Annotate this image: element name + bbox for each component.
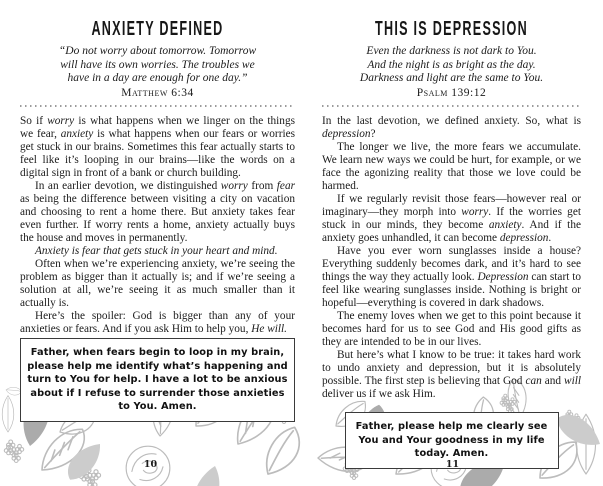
left-prayer-box xyxy=(20,338,295,422)
left-page xyxy=(0,0,301,486)
dotted-divider xyxy=(322,105,581,107)
right-verse-text: Even the darkness is not dark to You. And the night is as bright as the day. Darkness and light are the same to You. xyxy=(359,45,544,84)
left-verse-reference: Matthew 6:34 xyxy=(121,86,194,99)
left-page-number: 10 xyxy=(143,459,158,470)
right-verse-reference: Psalm 139:12 xyxy=(416,86,487,99)
left-prayer-text: Father, when fears begin to loop in my brain, please help me identify what’s happening and turn to You for help. I have a lot to be anxious about if I refuse to surrender those anxieties to You. Amen. xyxy=(27,347,288,412)
right-prayer-text: Father, please help me clearly see You and Your goodness in my life today. Amen. xyxy=(355,421,548,459)
right-page-title: THIS IS DEPRESSION xyxy=(375,18,528,40)
left-body-text: So if worry is what happens when we linger on the things we fear, anxiety is what happens when our fears or worries get stuck in our brains. Sometimes this fear actually starts to feel like it’s looping in our brains—like the words on a digital sign in front of a bank or church building. In an earlier devotion, we distinguished worry from fear as being the difference between visiting a city on vacation and choosing to rent a home there. But anxiety takes fear even further. If worry rents a home, anxiety actually buys the house and moves in permanently. Anxiety is fear that gets stuck in your heart and mind. Often when we’re experiencing anxiety, we’re seeing the problem as bigger than it actually is; and if we’re seeing a solution at all, we’re seeing it as much smaller than it actually is. Here’s the spoiler: God is bigger than any of your anxieties or fears. And if you ask Him to help you, He will. xyxy=(20,115,296,335)
right-page xyxy=(302,0,603,486)
left-verse-block xyxy=(20,45,295,100)
left-page-title: ANXIETY DEFINED xyxy=(91,18,224,40)
right-page-number: 11 xyxy=(445,459,460,470)
dotted-divider xyxy=(20,105,295,107)
right-verse-block xyxy=(322,45,581,100)
left-verse-text: “Do not worry about tomorrow. Tomorrow will have its own worries. The troubles we have in a day are enough for one day.” xyxy=(58,45,257,84)
right-body-text: In the last devotion, we defined anxiety. So, what is depression? The longer we live, the more fears we accumulate. We learn new ways we could be hurt, for example, or we face the agonizing reality that those we love could be harmed. If we regularly revisit those fears—however real or imaginary—they morph into worry. If the worries get stuck in our minds, they become anxiety. And if the anxiety goes unhandled, it can become depression. Have you ever worn sunglasses inside a house? Everything suddenly becomes dark, and it’s hard to see things the way they actually look. Depression can start to feel like wearing sunglasses inside. Nothing is bright or hopeful—everything is covered in dark shadows. The enemy loves when we get to this point because it becomes hard for us to see God and His good gifts as they are intended to be in our lives. But here’s what I know to be true: it takes hard work to undo anxiety and depression, but it is absolutely possible. The first step is believing that God can and will deliver us if we ask Him. xyxy=(322,115,581,400)
